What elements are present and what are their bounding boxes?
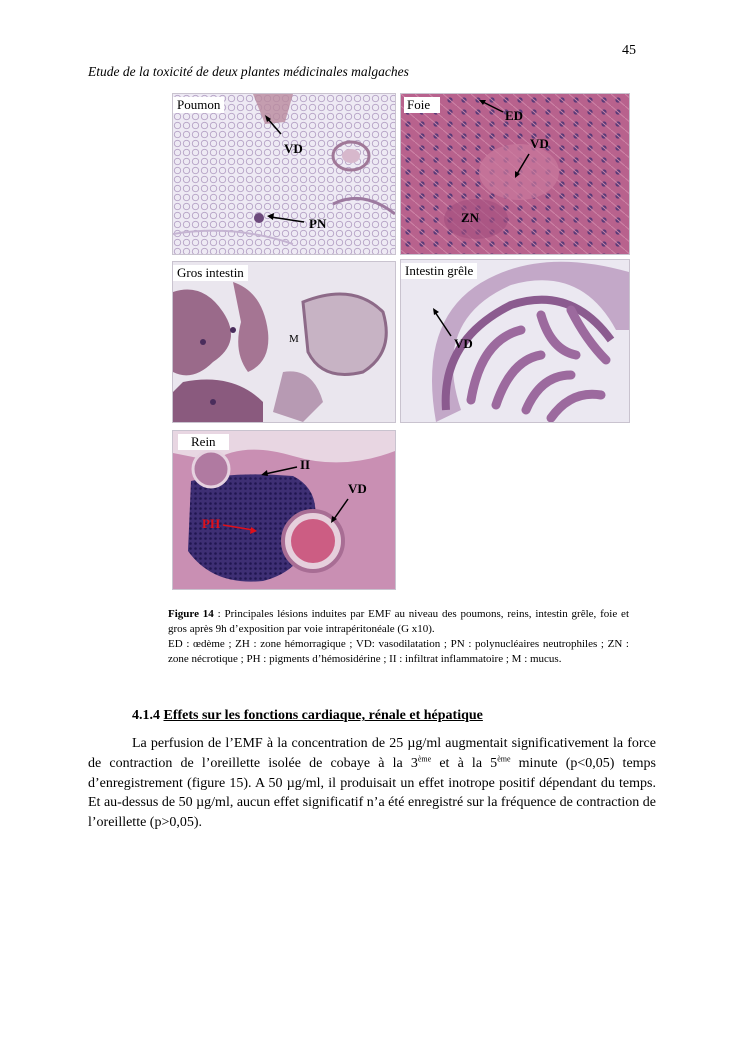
section-title: Effets sur les fonctions cardiaque, rénale et hépatique [163,708,483,723]
colon-tissue-image [173,262,395,422]
micrograph-gros-intestin [172,261,396,423]
panel-label-foie: Foie [404,97,440,113]
panel-label-rein: Rein [178,434,229,450]
micrograph-intestin-grele [400,259,630,423]
poumon-arrows [173,94,395,254]
panel-label-poumon: Poumon [173,97,224,113]
paragraph-part-2: et à la 5 [431,755,498,771]
paragraph-part-3: minute (p<0,05) temps d’enregistrement (figure 15). A 50 µg/ml, il produisait un effet inotrope positif dépendant du temps. Et au-dessus de 50 µg/ml, aucun effet significatif n’a été enregistré sur la fréquence de contraction de l’oreillette (p>0,05). [88,755,656,831]
annotation-ii: II [300,457,311,472]
panel-label-gros-intestin: Gros intestin [173,265,248,281]
micrograph-rein [172,430,396,590]
paragraph-part-1: La perfusion de l’EMF à la concentration de 25 µg/ml augmentait significativement la force de contraction de l’oreillette isolée de cobaye à la 3 [88,736,656,771]
annotation-ed: ED [505,108,524,123]
figure-caption [168,607,629,667]
micrograph-foie [400,93,630,255]
annotation-zn: ZN [461,210,480,225]
caption-text: : Principales lésions induites par EMF au niveau des poumons, reins, intestin grêle, foie et gros après 9h d’exposition par voie intrapéritonéale (G x10). [168,608,629,635]
annotation-vd: VD [348,481,367,496]
page-number: 45 [622,43,636,58]
superscript-1: ème [417,754,432,764]
caption-main [168,607,629,637]
annotation-ph: PH [202,516,221,531]
running-head: Etude de la toxicité de deux plantes médicinales malgaches [88,64,409,79]
intestin-grele-arrows [401,260,629,422]
body-paragraph [88,734,656,833]
annotation-pn: PN [309,216,327,231]
superscript-2: ème [497,754,511,764]
annotation-vd: VD [454,336,473,351]
annotation-m: M [289,333,299,345]
caption-abbreviations: ED : œdème ; ZH : zone hémorragique ; VD: vasodilatation ; PN : polynucléaires neutrophiles ; ZN : zone nécrotique ; PH : pigments d’hémosidérine ; II : infiltrat inflammatoire ; M : mucus. [168,638,629,665]
panel-label-intestin-grele: Intestin grêle [401,263,477,279]
rein-arrows [173,431,395,589]
section-heading [132,708,483,724]
annotation-vd: VD [284,141,303,156]
caption-label: Figure 14 [168,608,214,620]
annotation-vd: VD [530,136,549,151]
micrograph-poumon [172,93,396,255]
section-number: 4.1.4 [132,708,160,723]
